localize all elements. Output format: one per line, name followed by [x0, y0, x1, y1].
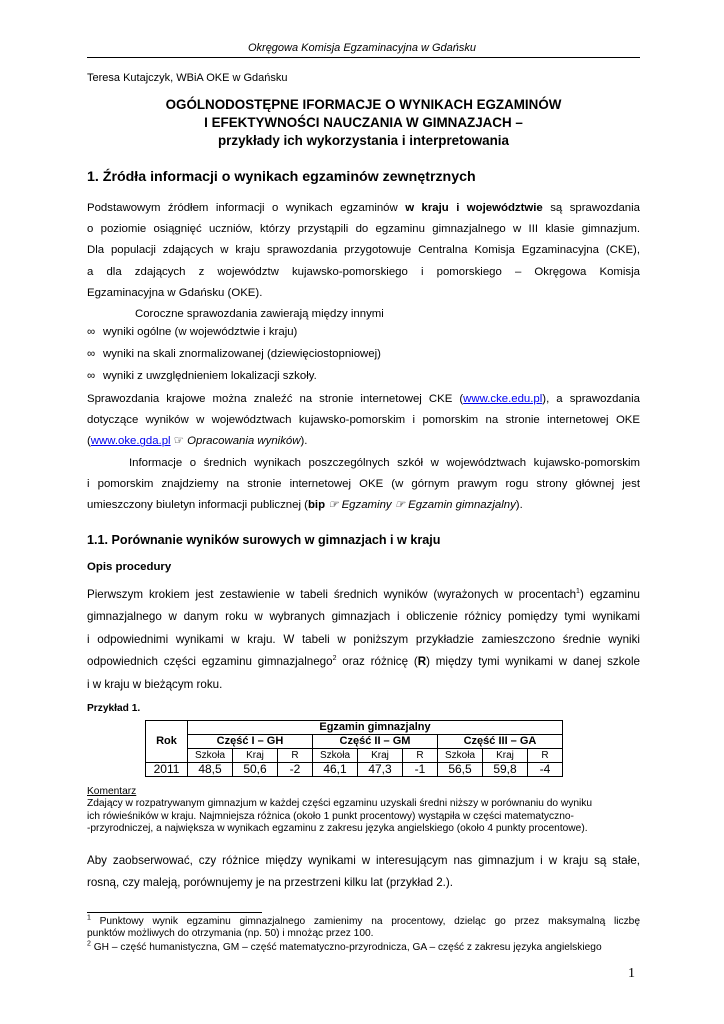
comment-line: Zdający w rozpatrywanym gimnazjum w każdej części egzaminu uzyskali średni niższy w porównaniu do wyniku: [87, 798, 593, 810]
table-cell: 47,3: [358, 763, 403, 777]
bullet-item: ∞ wyniki z uwzględnieniem lokalizacji szkoły.: [87, 370, 317, 382]
infinity-bullet-icon: ∞: [87, 326, 96, 338]
example-label: Przykład 1.: [87, 703, 141, 714]
footnote-1: [87, 916, 640, 939]
author-line: Teresa Kutajczyk, WBiA OKE w Gdańsku: [87, 72, 288, 84]
table-subheader: Szkoła: [188, 749, 233, 763]
infinity-bullet-icon: ∞: [87, 348, 96, 360]
paragraph-line: umieszczony biuletyn informacji publicznej (bip ☞ Egzaminy ☞ Egzamin gimnazjalny).: [87, 499, 523, 512]
comment-line: ich rówieśników w kraju. Najmniejsza różnica (około 1 punkt procentowy) wystąpiła w części matematyczno-: [87, 810, 574, 822]
bullet-item: ∞ wyniki na skali znormalizowanej (dziewięciostopniowej): [87, 348, 381, 360]
results-table: [145, 720, 563, 777]
title-line-2: I EFEKTYWNOŚCI NAUCZANIA W GIMNAZJACH –: [204, 115, 523, 130]
running-header: Okręgowa Komisja Egzaminacyjna w Gdańsku: [247, 42, 477, 54]
footnote-divider: [87, 912, 262, 913]
paragraph-line: Aby zaobserwować, czy różnice między wynikami w interesującym nas gimnazjum i w kraju są stałe,: [87, 854, 640, 867]
section-1-1-paragraph-2: [87, 850, 640, 895]
table-header-part: Część III – GA: [438, 735, 563, 749]
table-subheader: Szkoła: [313, 749, 358, 763]
footnote-2: [87, 942, 640, 954]
table-cell: -2: [278, 763, 313, 777]
title-line-1: OGÓLNODOSTĘPNE IFORMACJE O WYNIKACH EGZAMINÓW: [165, 97, 562, 112]
comment-block: [87, 786, 640, 836]
table-cell: 56,5: [438, 763, 483, 777]
section-1-1-heading: 1.1. Porównanie wyników surowych w gimnazjach i w kraju: [87, 533, 441, 547]
table-cell: 50,6: [233, 763, 278, 777]
paragraph-line: Dla populacji zdających w kraju sprawozdania przygotowuje Centralna Komisja Egzaminacyjna (CKE),: [87, 244, 640, 257]
table-subheader: R: [528, 749, 563, 763]
table-subheader: Kraj: [233, 749, 278, 763]
table-header-part: Część I – GH: [188, 735, 313, 749]
infinity-bullet-icon: ∞: [87, 370, 96, 382]
paragraph-line: gimnazjalnego w danym roku w wybranych gimnazjach i obliczenie różnicy pomiędzy tymi wynikami: [87, 610, 640, 624]
footnote-line: punktów możliwych do otrzymania (np. 50) i mnożąc przez 100.: [87, 927, 374, 939]
paragraph-line: o poziomie osiągnięć uczniów, którzy przystąpili do egzaminu gimnazjalnego w III klasie gimnazjum.: [87, 223, 640, 236]
table-subheader: Szkoła: [438, 749, 483, 763]
oke-link[interactable]: www.oke.gda.pl: [90, 435, 171, 448]
section-1-paragraph-1: [87, 198, 640, 304]
paragraph-line: i odpowiednimi wynikami w kraju. W tabeli w poniższym przykładzie zamieszczono średnie wyniki: [87, 632, 640, 646]
paragraph-line: a dla zdających z województw kujawsko-pomorskiego i pomorskiego – Okręgowa Komisja: [87, 265, 640, 278]
bullet-item: ∞ wyniki ogólne (w województwie i kraju): [87, 326, 298, 338]
table-subheader: R: [403, 749, 438, 763]
comment-label: Komentarz: [87, 786, 137, 797]
title-line-3: przykłady ich wykorzystania i interpretowania: [218, 133, 509, 148]
paragraph-line: rosną, czy maleją, porównujemy je na przestrzeni kilku lat (przykład 2.).: [87, 876, 453, 890]
table-header-group: Egzamin gimnazjalny: [188, 721, 563, 735]
section-1-heading: 1. Źródła informacji o wynikach egzaminów zewnętrznych: [87, 169, 476, 185]
section-1-paragraph-3: [87, 389, 640, 453]
table-cell: -4: [528, 763, 563, 777]
cke-link[interactable]: www.cke.edu.pl: [463, 393, 543, 405]
paragraph-line: Pierwszym krokiem jest zestawienie w tabeli średnich wyników (wyrażonych w procentach$^1$) egzaminu: [87, 588, 640, 601]
table-row: [146, 763, 563, 777]
paragraph-line: odpowiednich części egzaminu gimnazjalnego$^2$ oraz różnicę (R) między tymi wynikami w danej szkole: [87, 655, 640, 669]
table-subheader: Kraj: [358, 749, 403, 763]
table-cell: 48,5: [188, 763, 233, 777]
pointing-hand-icon: ☞: [170, 435, 188, 448]
table-header-rok: Rok: [146, 721, 188, 763]
paragraph-line: Egzaminacyjna w Gdańsku (OKE).: [87, 286, 263, 299]
comment-line: -przyrodniczej, a największa w wynikach egzaminu z zakresu języka angielskiego (około 4 punkty procentowe).: [87, 823, 588, 835]
table-cell: 59,8: [483, 763, 528, 777]
paragraph-line: dotyczące wyników w województwach kujawsko-pomorskim i pomorskim na stronie internetowej OKE: [87, 414, 640, 427]
table-cell: 46,1: [313, 763, 358, 777]
footnote-line: $^2$ GH – część humanistyczna, GM – część matematyczno-przyrodnicza, GA – część z zakresu języka angielskiego: [87, 940, 602, 953]
footnote-line: $^1$ Punktowy wynik egzaminu gimnazjalnego zamienimy na procentowy, dzieląc go przez maksymalną liczbę: [87, 914, 640, 927]
procedure-subheading: Opis procedury: [87, 561, 172, 573]
section-1-paragraph-4: [87, 453, 640, 517]
paragraph-line: Sprawozdania krajowe można znaleźć na stronie internetowej CKE (www.cke.edu.pl), a sprawozdania: [87, 393, 640, 405]
table-cell: -1: [403, 763, 438, 777]
header-divider: [87, 57, 640, 58]
page-number: 1: [628, 966, 635, 981]
section-1-paragraph-2: Coroczne sprawozdania zawierają między innymi: [135, 308, 384, 320]
paragraph-line: (www.oke.gda.pl ☞ Opracowania wyników).: [87, 435, 308, 448]
paragraph-line: i pomorskim znajdziemy na stronie internetowej OKE (w górnym prawym rogu strony głównej jest: [87, 478, 640, 491]
paragraph-line: Informacje o średnich wynikach poszczególnych szkół w województwach kujawsko-pomorskim: [129, 457, 640, 469]
table-subheader: Kraj: [483, 749, 528, 763]
paragraph-line: Podstawowym źródłem informacji o wynikach egzaminów w kraju i województwie są sprawozdania: [87, 202, 640, 214]
section-1-1-paragraph-1: [87, 584, 640, 696]
paragraph-line: i w kraju w bieżącym roku.: [87, 677, 223, 691]
table-header-part: Część II – GM: [313, 735, 438, 749]
table-subheader: R: [278, 749, 313, 763]
table-cell-year: 2011: [146, 763, 188, 777]
